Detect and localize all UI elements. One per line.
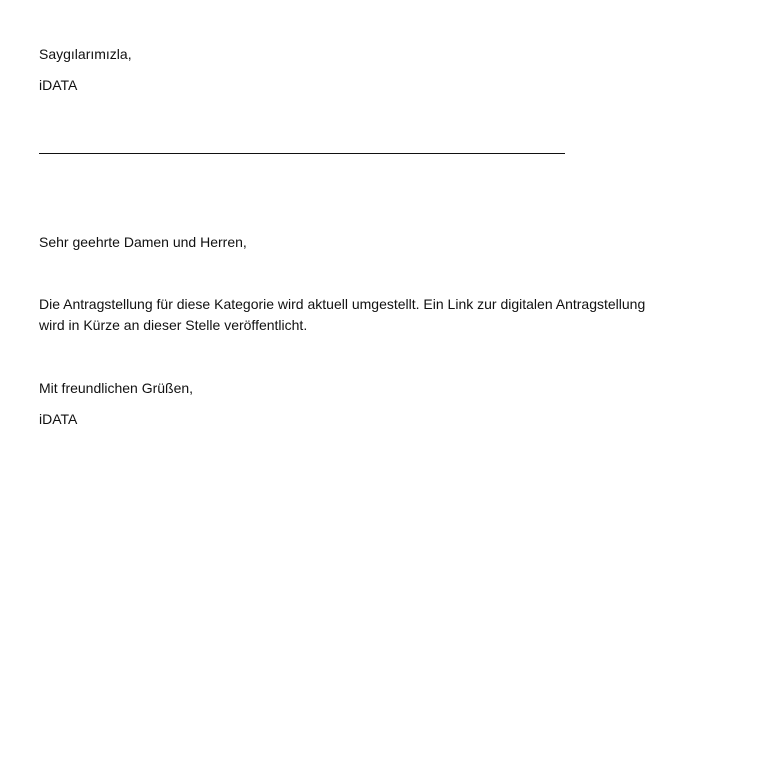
german-greeting: Sehr geehrte Damen und Herren, [39, 234, 247, 250]
german-body-line-2: wird in Kürze an dieser Stelle veröffentlicht. [39, 317, 308, 333]
turkish-salutation: Saygılarımızla, [39, 46, 132, 62]
german-body-line-1: Die Antragstellung für diese Kategorie wird aktuell umgestellt. Ein Link zur digitalen Antragstellung [39, 296, 646, 312]
german-signature: iDATA [39, 411, 78, 427]
turkish-signature: iDATA [39, 77, 78, 93]
german-closing: Mit freundlichen Grüßen, [39, 380, 194, 396]
section-separator-line [39, 153, 565, 154]
